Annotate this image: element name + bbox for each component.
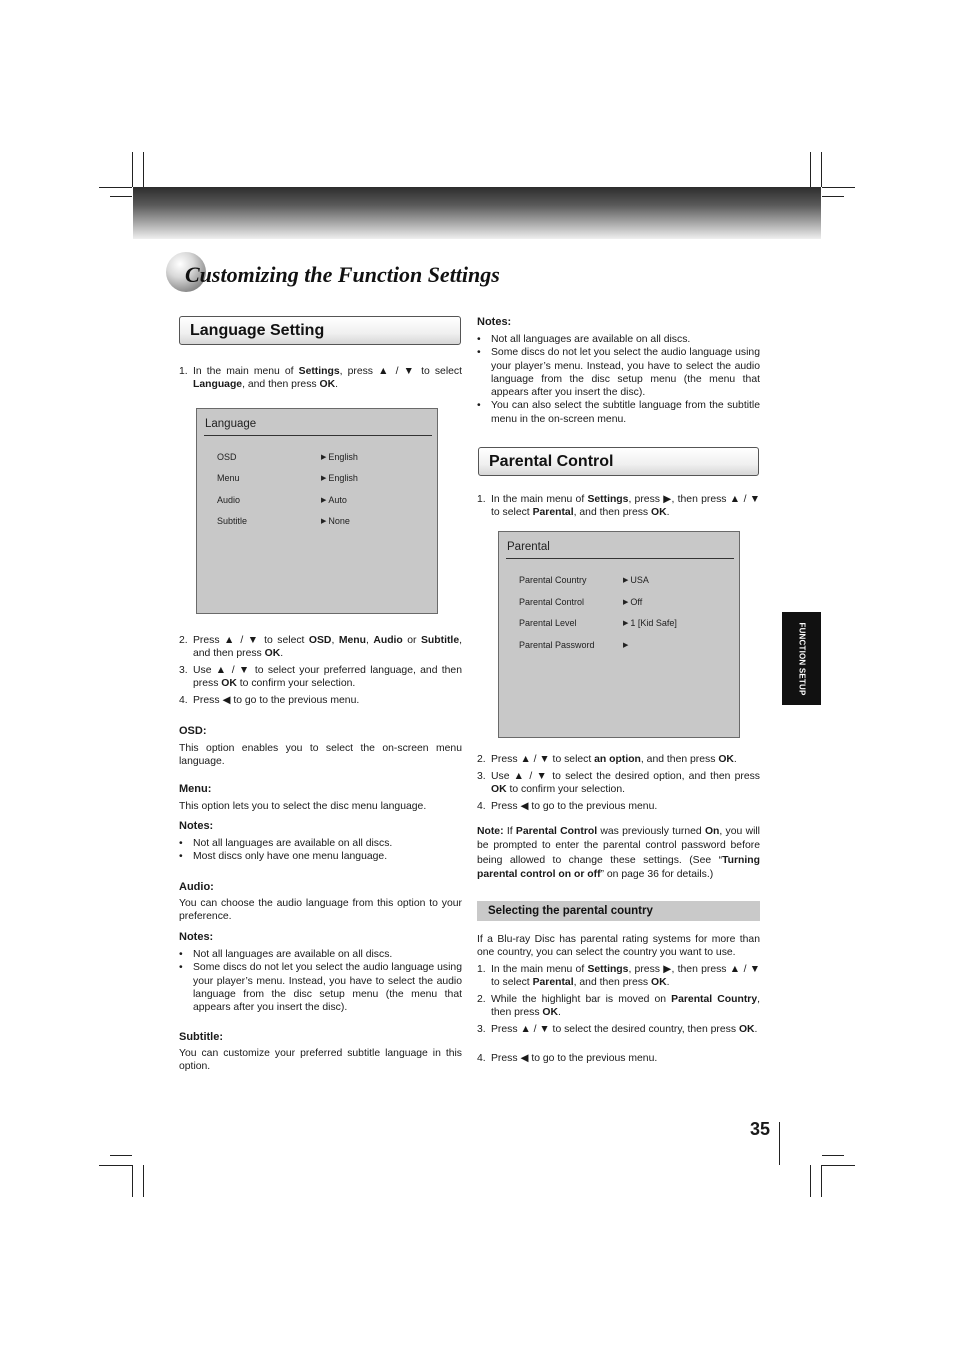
crop-mark [143,152,144,187]
menu-row-label[interactable]: Parental Password [519,640,595,650]
crop-mark [822,1165,855,1166]
parental-control-heading: Parental Control [489,453,614,470]
parental-control-heading-box [478,447,759,476]
page-title: Customizing the Function Settings [185,262,500,287]
page-number-rule [779,1122,780,1165]
crop-mark [143,1165,144,1197]
menu-row-value[interactable]: ▶ Off [623,597,642,607]
parental-country-heading: Selecting the parental country [488,905,653,917]
osd-text: This option enables you to select the on-screen menu language. [179,743,462,768]
subtitle-text: You can customize your preferred subtitle language in this option. [179,1048,462,1073]
audio-notes-heading: Notes: [179,931,214,943]
notes-heading: Notes: [477,316,512,328]
crop-mark [110,1155,132,1156]
menu-row-label[interactable]: OSD [217,452,237,462]
crop-mark [810,152,811,187]
list-item: • Not all languages are available on all discs. [477,333,760,346]
audio-heading: Audio: [179,881,214,893]
menu-row-label[interactable]: Parental Control [519,597,585,607]
menu-row-label[interactable]: Parental Level [519,618,577,628]
language-setting-heading-box [179,316,461,345]
crop-mark [810,1165,811,1197]
menu-text: This option lets you to select the disc menu language. [179,801,427,812]
crop-mark [132,1165,133,1197]
menu-row-value[interactable]: ▶ English [321,473,358,483]
osd-heading: OSD: [179,725,207,737]
crop-mark [821,1165,822,1197]
notes-list [477,333,760,426]
panel-divider [506,558,734,559]
panel-title: Parental [507,541,550,553]
crop-mark [822,187,855,188]
menu-row-value[interactable]: ▶ English [321,452,358,462]
list-item: • You can also select the subtitle language from the subtitle menu in the on-screen menu. [477,399,760,426]
header-band [133,187,821,239]
crop-mark [822,1155,844,1156]
menu-heading: Menu: [179,783,212,795]
subtitle-heading: Subtitle: [179,1031,223,1043]
list-item: • Not all languages are available on all discs. [179,837,462,850]
parental-country-heading-bar [477,901,760,921]
side-tab-label: FUNCTION SETUP [797,621,806,696]
menu-row-value[interactable]: ▶ Auto [321,495,347,505]
parental-note: Note: If Parental Control was previously turned On, you will be prompted to enter the parental control password before being allowed to change these settings. (See “Turning parental control on or off” on page 36 for details.) [477,826,760,880]
crop-mark [821,152,822,187]
list-item: • Most discs only have one menu language. [179,850,462,863]
menu-row-value[interactable]: ▶ 1 [Kid Safe] [623,618,677,628]
menu-row-value[interactable]: ▶ USA [623,575,649,585]
audio-notes-list [179,948,462,1014]
crop-mark [822,196,844,197]
menu-row-value[interactable]: ▶ None [321,516,350,526]
function-setup-tab [782,612,821,705]
menu-notes-list [179,837,462,864]
panel-divider [204,435,432,436]
list-item: • Some discs do not let you select the audio language using your player’s menu. Instead, you have to select the audio language from the disc setup menu (the menu that appears after you insert the disc). [477,346,760,399]
list-item: • Not all languages are available on all discs. [179,948,462,961]
menu-row-label[interactable]: Parental Country [519,575,587,585]
page-number: 35 [750,1119,771,1139]
crop-mark [99,187,132,188]
menu-row-label[interactable]: Subtitle [217,516,248,526]
parental-menu-panel [498,531,740,738]
menu-row-value[interactable] [623,640,630,650]
parental-country-intro: If a Blu-ray Disc has parental rating systems for more than one country, you can select the country you want to use. [477,934,760,959]
menu-notes-heading: Notes: [179,820,214,832]
menu-row-label[interactable]: Menu [217,473,240,483]
menu-row-label[interactable]: Audio [217,495,241,505]
crop-mark [132,152,133,187]
language-setting-heading: Language Setting [190,322,325,339]
language-menu-panel [196,408,438,614]
audio-text: You can choose the audio language from this option to your preference. [179,898,462,923]
crop-mark [99,1165,132,1166]
list-item: • Some discs do not let you select the audio language using your player’s menu. Instead, you have to select the audio language from the disc setup menu (the menu that appears after you insert the disc). [179,961,462,1014]
panel-title: Language [205,418,257,430]
crop-mark [110,196,132,197]
